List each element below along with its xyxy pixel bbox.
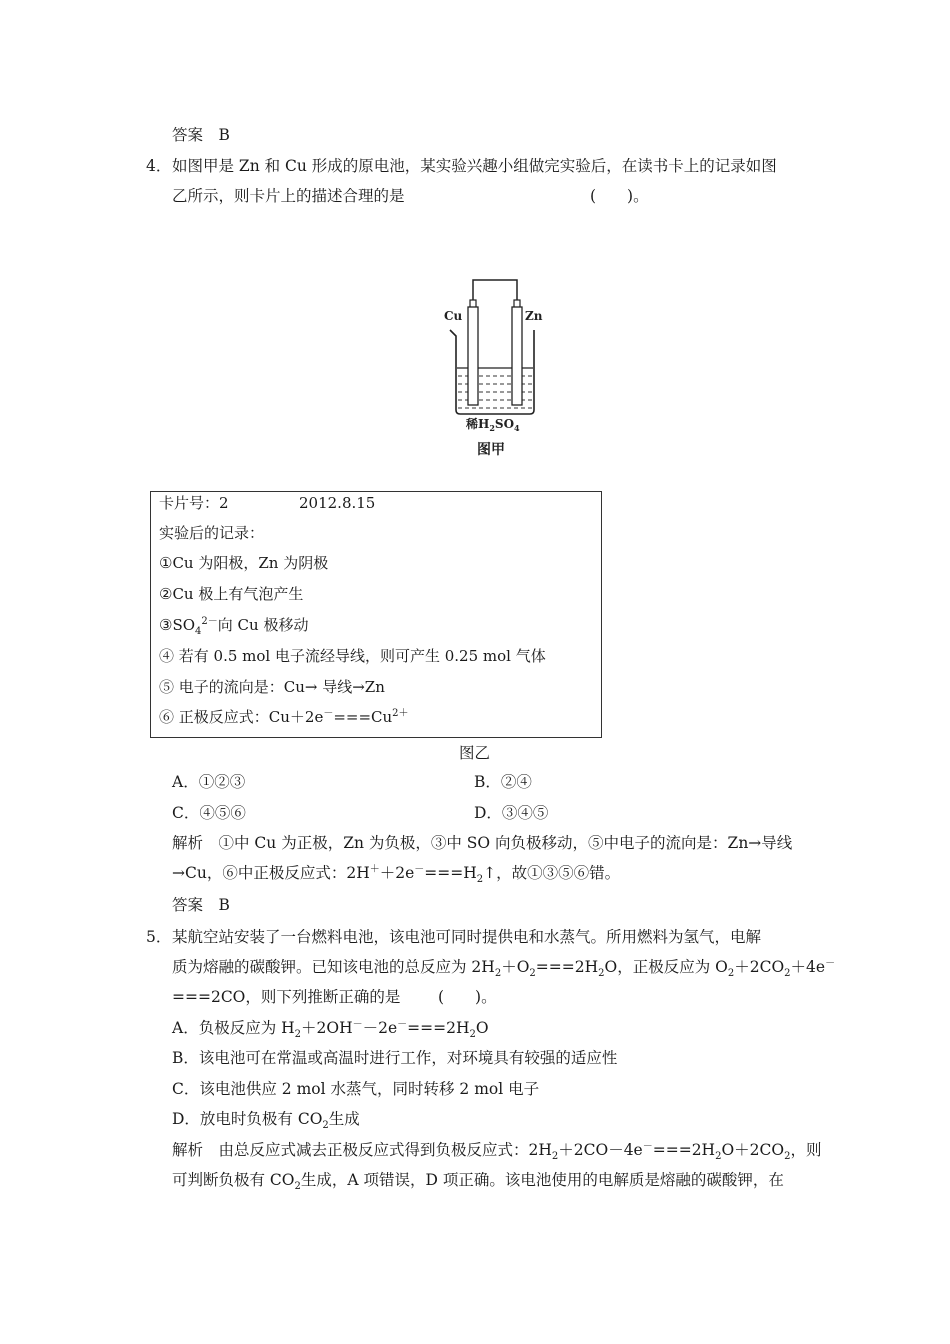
- card-heading: 实验后的记录：: [159, 524, 265, 542]
- q4-stem-line2: 乙所示，则卡片上的描述合理的是: [172, 187, 405, 205]
- q5-line3: ===2CO，则下列推断正确的是: [172, 988, 401, 1006]
- q5-option-d[interactable]: D．放电时负极有 $CO_2$生成: [172, 1110, 360, 1132]
- q4-analysis-line1: 解析 ①中 Cu 为正极，Zn 为负极，③中 SO 向负极移动，⑤中电子的流向是：Zn→导线: [172, 834, 793, 852]
- q4-option-c[interactable]: C．④⑤⑥: [172, 804, 246, 822]
- card-item-1: ①Cu 为阳极，Zn 为阴极: [159, 554, 329, 572]
- q4-option-d[interactable]: D．③④⑤: [474, 804, 549, 822]
- card-item-5: ⑤ 电子的流向是：Cu→ 导线→Zn: [159, 678, 385, 696]
- figure-a-caption: 图甲: [477, 442, 505, 458]
- q3-answer: 答案 B: [172, 126, 230, 144]
- card-item-3: $③SO_4^{2-}$向 Cu 极移动: [159, 616, 309, 637]
- q5-line2: 质为熔融的碳酸钾。已知该电池的总反应为 $2H_2+O_2===2H_2O$，正极反应为 $O_2+2CO_2+4e^-$: [172, 957, 836, 980]
- q5-number: 5．: [146, 928, 172, 946]
- record-card: [150, 491, 602, 738]
- q4-answer: 答案 B: [172, 896, 230, 914]
- q4-analysis-line2: →Cu，⑥中正极反应式：$2H^++2e^-===H_2↑$，故①③⑤⑥错。: [172, 863, 621, 886]
- q5-analysis-line1: 解析 由总反应式减去正极反应式得到负极反应式：$2H_2+2CO-4e^-===2H_2O+2CO_2$，则: [172, 1140, 822, 1163]
- card-item-4: ④ 若有 0.5 mol 电子流经导线，则可产生 0.25 mol 气体: [159, 647, 546, 665]
- q5-blank: ( )。: [438, 988, 497, 1006]
- q4-option-b[interactable]: B．②④: [474, 773, 532, 791]
- q5-option-b[interactable]: B．该电池可在常温或高温时进行工作，对环境具有较强的适应性: [172, 1049, 618, 1067]
- card-date: 2012.8.15: [299, 494, 376, 512]
- solution-label: 稀$H_2SO_4$: [466, 417, 520, 433]
- q4-blank: ( )。: [590, 187, 649, 205]
- zn-electrode-label: Zn: [525, 309, 543, 323]
- q4-option-a[interactable]: A．①②③: [172, 773, 246, 791]
- q4-number: 4．: [146, 157, 172, 175]
- q5-option-c[interactable]: C．该电池供应 2 mol 水蒸气，同时转移 2 mol 电子: [172, 1080, 540, 1098]
- q5-line1: 某航空站安装了一台燃料电池，该电池可同时提供电和水蒸气。所用燃料为氢气，电解: [172, 928, 762, 946]
- cu-electrode-label: Cu: [444, 309, 463, 323]
- figure-b-caption: 图乙: [459, 744, 491, 762]
- card-item-6: ⑥ 正极反应式：$Cu+2e^-===Cu^{2+}$: [159, 708, 409, 726]
- card-number: 卡片号：2: [159, 494, 229, 512]
- q5-analysis-line2: 可判断负极有 $CO_2$生成，A 项错误，D 项正确。该电池使用的电解质是熔融的碳酸钾，在: [172, 1171, 784, 1193]
- galvanic-cell-figure: [440, 272, 550, 462]
- card-item-2: ②Cu 极上有气泡产生: [159, 585, 304, 603]
- q4-stem-line1: 如图甲是 Zn 和 Cu 形成的原电池，某实验兴趣小组做完实验后，在读书卡上的记录如图: [172, 157, 777, 175]
- q5-option-a[interactable]: A．负极反应为 $H_2+2OH^--2e^-===2H_2O$: [172, 1018, 489, 1041]
